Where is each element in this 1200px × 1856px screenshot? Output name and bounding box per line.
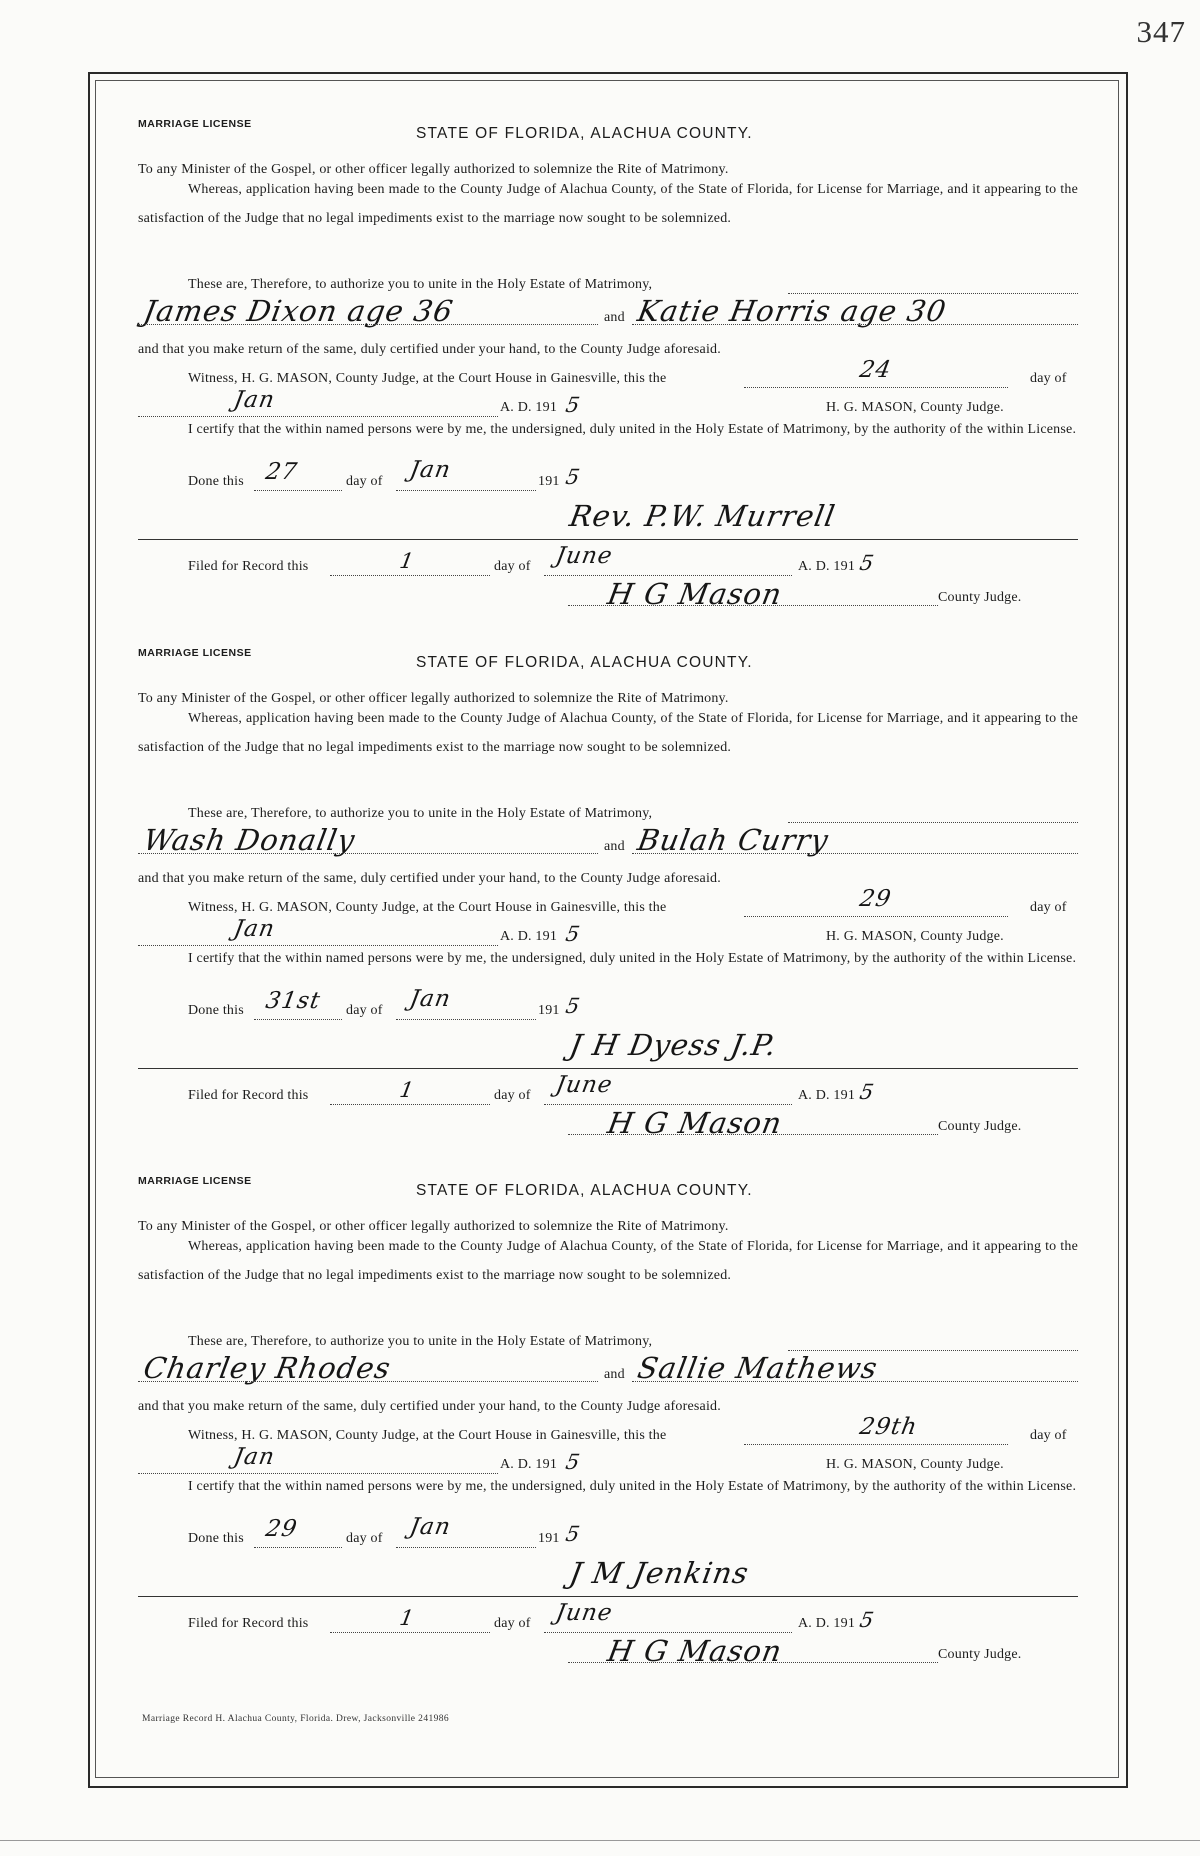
authorize-line: These are, Therefore, to authorize you to unite in the Holy Estate of Matrimony,	[188, 806, 653, 821]
address-line: To any Minister of the Gospel, or other officer legally authorized to solemnize the Rite of Matrimony.	[138, 1219, 729, 1234]
witness-day: 29	[857, 886, 894, 912]
day-of-label: day of	[1030, 371, 1067, 386]
filed-day: 1	[397, 549, 417, 573]
filed-year-label: A. D. 191	[798, 559, 856, 574]
witness-day-line	[744, 387, 1008, 388]
marriage-license-entry-2	[138, 642, 1078, 1162]
done-day-of-label: day of	[346, 474, 383, 489]
done-day: 29	[263, 1516, 300, 1542]
form-label: MARRIAGE LICENSE	[138, 1175, 252, 1187]
state-title: STATE OF FLORIDA, ALACHUA COUNTY.	[416, 1182, 753, 1199]
bride-name: Sallie Mathews	[635, 1351, 881, 1385]
filed-year: 5	[857, 1608, 877, 1632]
witness-year: 5	[563, 393, 583, 417]
done-day-line	[254, 1019, 342, 1020]
filed-month-line	[544, 575, 792, 576]
witness-month: Jan	[231, 916, 278, 942]
filed-label: Filed for Record this	[188, 1616, 309, 1631]
issuing-judge: H. G. MASON, County Judge.	[826, 929, 1004, 944]
witness-day: 24	[857, 357, 894, 383]
done-year-label: 191	[538, 1531, 560, 1546]
filing-judge-signature: H G Mason	[605, 1634, 785, 1668]
filed-month: June	[553, 1600, 615, 1626]
issuing-judge: H. G. MASON, County Judge.	[826, 1457, 1004, 1472]
groom-line	[138, 853, 598, 854]
whereas-paragraph: Whereas, application having been made to the County Judge of Alachua County, of the State of Florida, for License for Marriage, and it appearing to the satisfaction of the Judge that no legal impediments exist to the marriage now sought to be solemnized.	[138, 711, 1078, 755]
return-line: and that you make return of the same, duly certified under your hand, to the County Judge aforesaid.	[138, 342, 721, 357]
and-label: and	[604, 1367, 625, 1382]
bride-line	[632, 324, 1078, 325]
address-line: To any Minister of the Gospel, or other officer legally authorized to solemnize the Rite of Matrimony.	[138, 691, 729, 706]
filed-day: 1	[397, 1606, 417, 1630]
whereas-paragraph: Whereas, application having been made to the County Judge of Alachua County, of the State of Florida, for License for Marriage, and it appearing to the satisfaction of the Judge that no legal impediments exist to the marriage now sought to be solemnized.	[138, 1239, 1078, 1283]
bride-name: Bulah Curry	[635, 823, 832, 857]
filed-label: Filed for Record this	[188, 559, 309, 574]
section-divider	[138, 1068, 1078, 1069]
section-divider	[138, 539, 1078, 540]
groom-line	[138, 324, 598, 325]
filed-day-line	[330, 1104, 490, 1105]
done-day-of-label: day of	[346, 1531, 383, 1546]
filed-year: 5	[857, 551, 877, 575]
done-month-line	[396, 1019, 536, 1020]
witness-month: Jan	[231, 387, 278, 413]
county-judge-label: County Judge.	[938, 590, 1022, 605]
filed-year-label: A. D. 191	[798, 1088, 856, 1103]
done-year: 5	[563, 465, 583, 489]
county-judge-label: County Judge.	[938, 1119, 1022, 1134]
address-line: To any Minister of the Gospel, or other officer legally authorized to solemnize the Rite of Matrimony.	[138, 162, 729, 177]
filed-year: 5	[857, 1080, 877, 1104]
witness-line: Witness, H. G. MASON, County Judge, at the Court House in Gainesville, this the	[188, 371, 667, 386]
bride-line	[632, 1381, 1078, 1382]
filed-day-line	[330, 575, 490, 576]
bride-line	[632, 853, 1078, 854]
groom-line	[138, 1381, 598, 1382]
witness-line: Witness, H. G. MASON, County Judge, at the Court House in Gainesville, this the	[188, 900, 667, 915]
certify-paragraph: I certify that the within named persons were by me, the undersigned, duly united in the Holy Estate of Matrimony, by the authority of the within License.	[188, 422, 1077, 437]
done-year: 5	[563, 994, 583, 1018]
done-day: 31st	[263, 988, 323, 1014]
done-year-label: 191	[538, 1003, 560, 1018]
and-label: and	[604, 310, 625, 325]
witness-month: Jan	[231, 1444, 278, 1470]
done-month: Jan	[407, 986, 454, 1012]
done-this-label: Done this	[188, 474, 244, 489]
officiant-signature: J M Jenkins	[567, 1556, 752, 1590]
marriage-license-entry-1	[138, 113, 1078, 633]
filed-label: Filed for Record this	[188, 1088, 309, 1103]
filing-signature-line	[568, 1662, 938, 1663]
day-of-label: day of	[1030, 900, 1067, 915]
filed-day-of-label: day of	[494, 1088, 531, 1103]
done-month-line	[396, 490, 536, 491]
witness-day: 29th	[857, 1414, 920, 1440]
ad-year-label: A. D. 191	[500, 400, 558, 415]
filed-day-line	[330, 1632, 490, 1633]
page-number: 347	[1136, 14, 1186, 49]
certify-paragraph: I certify that the within named persons were by me, the undersigned, duly united in the Holy Estate of Matrimony, by the authority of the within License.	[188, 1479, 1077, 1494]
witness-day-line	[744, 1444, 1008, 1445]
filing-judge-signature: H G Mason	[605, 577, 785, 611]
whereas-paragraph: Whereas, application having been made to the County Judge of Alachua County, of the State of Florida, for License for Marriage, and it appearing to the satisfaction of the Judge that no legal impediments exist to the marriage now sought to be solemnized.	[138, 182, 1078, 226]
filed-month-line	[544, 1104, 792, 1105]
done-day-line	[254, 490, 342, 491]
authorize-line: These are, Therefore, to authorize you to unite in the Holy Estate of Matrimony,	[188, 1334, 653, 1349]
form-label: MARRIAGE LICENSE	[138, 647, 252, 659]
day-of-label: day of	[1030, 1428, 1067, 1443]
officiant-signature: Rev. P.W. Murrell	[567, 499, 839, 533]
filed-day-of-label: day of	[494, 559, 531, 574]
and-label: and	[604, 839, 625, 854]
printer-footer: Marriage Record H. Alachua County, Florida. Drew, Jacksonville 241986	[142, 1714, 450, 1724]
page-edge-line	[0, 1840, 1200, 1841]
filed-month-line	[544, 1632, 792, 1633]
done-month: Jan	[407, 1514, 454, 1540]
filed-day-of-label: day of	[494, 1616, 531, 1631]
form-label: MARRIAGE LICENSE	[138, 118, 252, 130]
filed-month: June	[553, 1072, 615, 1098]
filing-judge-signature: H G Mason	[605, 1106, 785, 1140]
certify-paragraph: I certify that the within named persons were by me, the undersigned, duly united in the Holy Estate of Matrimony, by the authority of the within License.	[188, 951, 1077, 966]
officiant-signature: J H Dyess J.P.	[567, 1028, 780, 1062]
return-line: and that you make return of the same, duly certified under your hand, to the County Judge aforesaid.	[138, 871, 721, 886]
bride-name: Katie Horris age 30	[635, 294, 950, 328]
done-year: 5	[563, 1522, 583, 1546]
done-month-line	[396, 1547, 536, 1548]
county-judge-label: County Judge.	[938, 1647, 1022, 1662]
done-day-line	[254, 1547, 342, 1548]
done-day: 27	[263, 459, 300, 485]
done-day-of-label: day of	[346, 1003, 383, 1018]
done-this-label: Done this	[188, 1531, 244, 1546]
done-year-label: 191	[538, 474, 560, 489]
section-divider	[138, 1596, 1078, 1597]
done-this-label: Done this	[188, 1003, 244, 1018]
filing-signature-line	[568, 1134, 938, 1135]
groom-name: Charley Rhodes	[141, 1351, 394, 1385]
done-month: Jan	[407, 457, 454, 483]
groom-name: James Dixon age 36	[141, 294, 457, 328]
witness-year: 5	[563, 1450, 583, 1474]
filing-signature-line	[568, 605, 938, 606]
ad-year-label: A. D. 191	[500, 929, 558, 944]
witness-day-line	[744, 916, 1008, 917]
state-title: STATE OF FLORIDA, ALACHUA COUNTY.	[416, 654, 753, 671]
filed-year-label: A. D. 191	[798, 1616, 856, 1631]
issuing-judge: H. G. MASON, County Judge.	[826, 400, 1004, 415]
ad-year-label: A. D. 191	[500, 1457, 558, 1472]
witness-year: 5	[563, 922, 583, 946]
groom-name: Wash Donally	[141, 823, 358, 857]
state-title: STATE OF FLORIDA, ALACHUA COUNTY.	[416, 125, 753, 142]
marriage-license-entry-3	[138, 1170, 1078, 1690]
witness-line: Witness, H. G. MASON, County Judge, at the Court House in Gainesville, this the	[188, 1428, 667, 1443]
authorize-line: These are, Therefore, to authorize you to unite in the Holy Estate of Matrimony,	[188, 277, 653, 292]
filed-day: 1	[397, 1078, 417, 1102]
filed-month: June	[553, 543, 615, 569]
return-line: and that you make return of the same, duly certified under your hand, to the County Judge aforesaid.	[138, 1399, 721, 1414]
